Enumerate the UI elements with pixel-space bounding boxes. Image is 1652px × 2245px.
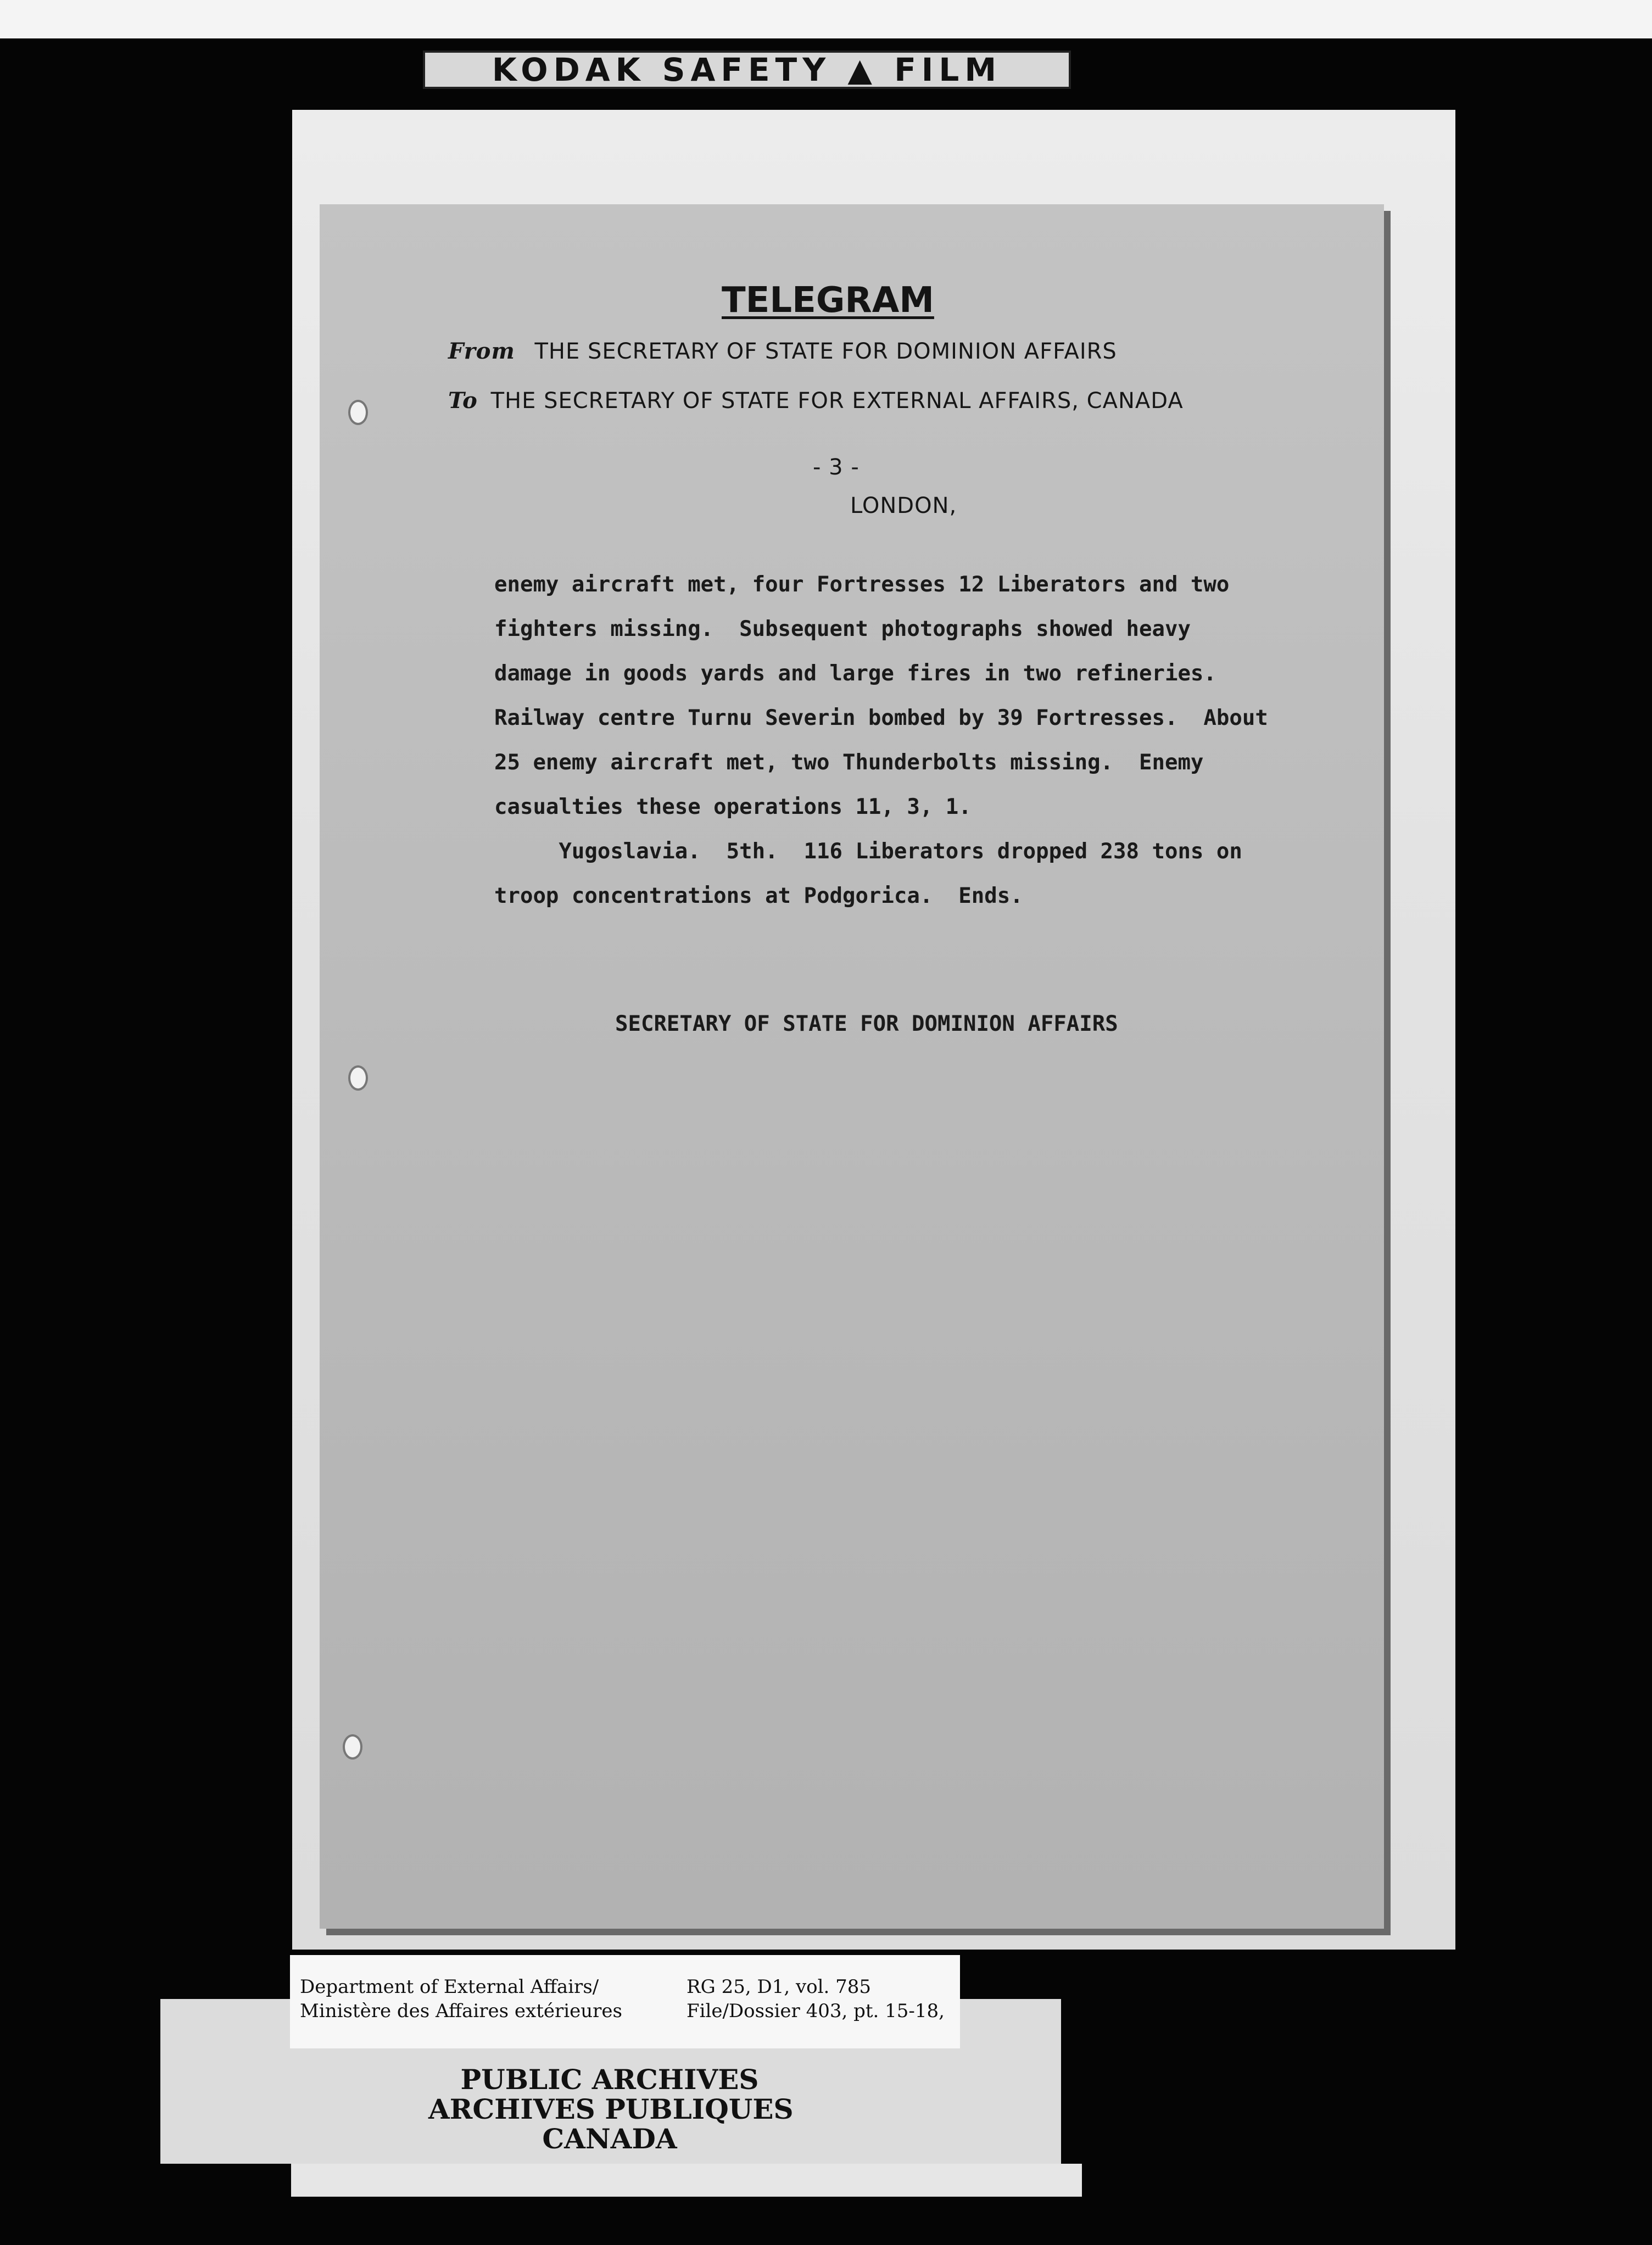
lower-backing-strip bbox=[291, 2164, 1082, 2197]
body-line: fighters missing. Subsequent photographs showed heavy bbox=[494, 617, 1191, 641]
body-line: enemy aircraft met, four Fortresses 12 Liberators and two bbox=[494, 572, 1230, 597]
body-line: Railway centre Turnu Severin bombed by 39 Fortresses. About bbox=[494, 706, 1268, 730]
signature-line: SECRETARY OF STATE FOR DOMINION AFFAIRS bbox=[615, 1012, 1118, 1036]
body-line: 25 enemy aircraft met, two Thunderbolts missing. Enemy bbox=[494, 750, 1204, 775]
stamp-line: PUBLIC ARCHIVES bbox=[460, 2063, 759, 2096]
body-line: troop concentrations at Podgorica. Ends. bbox=[494, 884, 1023, 908]
body-line: casualties these operations 11, 3, 1. bbox=[494, 795, 972, 819]
stamp-line: CANADA bbox=[542, 2123, 677, 2155]
reference-line: File/Dossier 403, pt. 15-18, bbox=[687, 2000, 945, 2022]
punch-hole-icon bbox=[348, 1065, 368, 1091]
body-line: Yugoslavia. 5th. 116 Liberators dropped 238 tons on bbox=[494, 839, 1242, 864]
from-label: From bbox=[448, 338, 515, 364]
department-line: Department of External Affairs/ bbox=[300, 1976, 599, 1998]
archive-reference-label bbox=[290, 1955, 960, 2048]
film-edge-marking: KODAK SAFETY ▲ FILM bbox=[423, 51, 1071, 89]
from-value: THE SECRETARY OF STATE FOR DOMINION AFFAIRS bbox=[534, 339, 1117, 364]
reference-line: RG 25, D1, vol. 785 bbox=[687, 1976, 872, 1998]
department-block bbox=[300, 1975, 622, 2023]
stamp-line: ARCHIVES PUBLIQUES bbox=[428, 2093, 794, 2125]
punch-hole-icon bbox=[343, 1734, 362, 1760]
page-number: - 3 - bbox=[813, 455, 860, 480]
top-film-margin bbox=[0, 0, 1652, 38]
to-label: To bbox=[448, 388, 478, 414]
body-line: damage in goods yards and large fires in two refineries. bbox=[494, 661, 1216, 686]
punch-hole-icon bbox=[348, 400, 368, 425]
reference-block bbox=[687, 1975, 945, 2023]
telegram-title: TELEGRAM bbox=[722, 280, 934, 321]
to-value: THE SECRETARY OF STATE FOR EXTERNAL AFFAIRS, CANADA bbox=[490, 388, 1184, 414]
place-line: LONDON, bbox=[850, 493, 957, 518]
department-line: Ministère des Affaires extérieures bbox=[300, 2000, 622, 2022]
to-line bbox=[448, 388, 1184, 414]
public-archives-stamp bbox=[428, 2063, 794, 2155]
telegram-body bbox=[494, 562, 1318, 918]
from-line bbox=[448, 338, 1117, 364]
